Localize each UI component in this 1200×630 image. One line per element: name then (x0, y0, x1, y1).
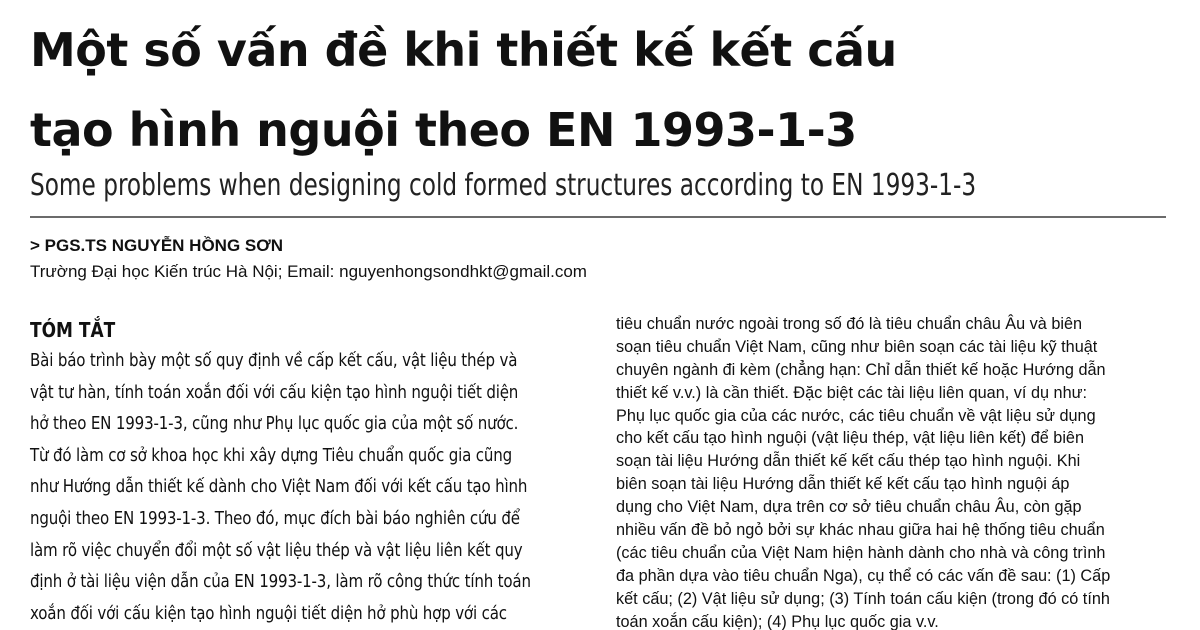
abstract-line: xoắn đối với cấu kiện tạo hình nguội tiết diện hở phù hợp với các (30, 603, 507, 624)
author-affiliation: Trường Đại học Kiến trúc Hà Nội; Email: nguyenhongsondhkt@gmail.com (30, 262, 587, 281)
body-line: biên soạn tài liệu Hướng dẫn thiết kế kết cấu tạo hình nguội áp (616, 475, 1070, 494)
abstract-line: Từ đó làm cơ sở khoa học khi xây dựng Tiêu chuẩn quốc gia cũng (30, 445, 513, 466)
abstract-heading: TÓM TẮT (30, 318, 116, 342)
abstract-line: Bài báo trình bày một số quy định về cấp kết cấu, vật liệu thép và (30, 351, 518, 371)
article-subtitle: Some problems when designing cold formed structures according to EN 1993-1-3 (30, 168, 977, 203)
body-line: soạn tiêu chuẩn Việt Nam, cũng như biên soạn các tài liệu kỹ thuật (616, 337, 1098, 356)
body-line: đa phần dựa vào tiêu chuẩn Nga), cụ thể có các vấn đề sau: (1) Cấp (616, 566, 1111, 585)
body-line: kết cấu; (2) Vật liệu sử dụng; (3) Tính toán cấu kiện (trong đó có tính (616, 589, 1110, 608)
article-title-line: Một số vấn đề khi thiết kế kết cấu (30, 23, 897, 77)
body-line: chuyên ngành đi kèm (chẳng hạn: Chỉ dẫn thiết kế hoặc Hướng dẫn (616, 360, 1106, 379)
abstract-line: định ở tài liệu viện dẫn của EN 1993-1-3, làm rõ công thức tính toán (30, 572, 531, 593)
body-line: dụng cho Việt Nam, dựa trên cơ sở tiêu chuẩn châu Âu, còn gặp (616, 498, 1082, 517)
body-text-column (616, 313, 1176, 630)
abstract-line: vật tư hàn, tính toán xoắn đối với cấu kiện tạo hình nguội tiết diện (30, 382, 519, 403)
body-line: tiêu chuẩn nước ngoài trong số đó là tiêu chuẩn châu Âu và biên (616, 315, 1083, 333)
body-line: cho kết cấu tạo hình nguội (vật liệu thép, vật liệu liên kết) để biên (616, 429, 1085, 448)
abstract-line: làm rõ việc chuyển đổi một số vật liệu thép và vật liệu liên kết quy (30, 540, 523, 561)
article-title-line: tạo hình nguội theo EN 1993-1-3 (30, 103, 857, 157)
body-line: nhiều vấn đề bỏ ngỏ bởi sự khác nhau giữa hai hệ thống tiêu chuẩn (616, 521, 1105, 540)
abstract-column (30, 346, 590, 630)
body-line: (các tiêu chuẩn của Việt Nam hiện hành dành cho nhà và công trình (616, 543, 1106, 562)
abstract-line: nguội theo EN 1993-1-3. Theo đó, mục đích bài báo nghiên cứu để (30, 508, 520, 529)
author-name: > PGS.TS NGUYỄN HỒNG SƠN (30, 236, 284, 255)
body-line: soạn tài liệu Hướng dẫn thiết kế kết cấu thép tạo hình nguội. Khi (616, 452, 1081, 471)
body-line: toán xoắn cấu kiện); (4) Phụ lục quốc gia v.v. (616, 612, 939, 630)
header-divider (30, 216, 1166, 218)
article-title (30, 10, 1180, 170)
body-line: thiết kế v.v.) là cần thiết. Đặc biệt các tài liệu liên quan, ví dụ như: (616, 383, 1088, 402)
abstract-line: như Hướng dẫn thiết kế dành cho Việt Nam đối với kết cấu tạo hình (30, 477, 528, 498)
abstract-line: hở theo EN 1993-1-3, cũng như Phụ lục quốc gia của một số nước. (30, 414, 519, 435)
body-line: Phụ lục quốc gia của các nước, các tiêu chuẩn về vật liệu sử dụng (616, 406, 1096, 425)
